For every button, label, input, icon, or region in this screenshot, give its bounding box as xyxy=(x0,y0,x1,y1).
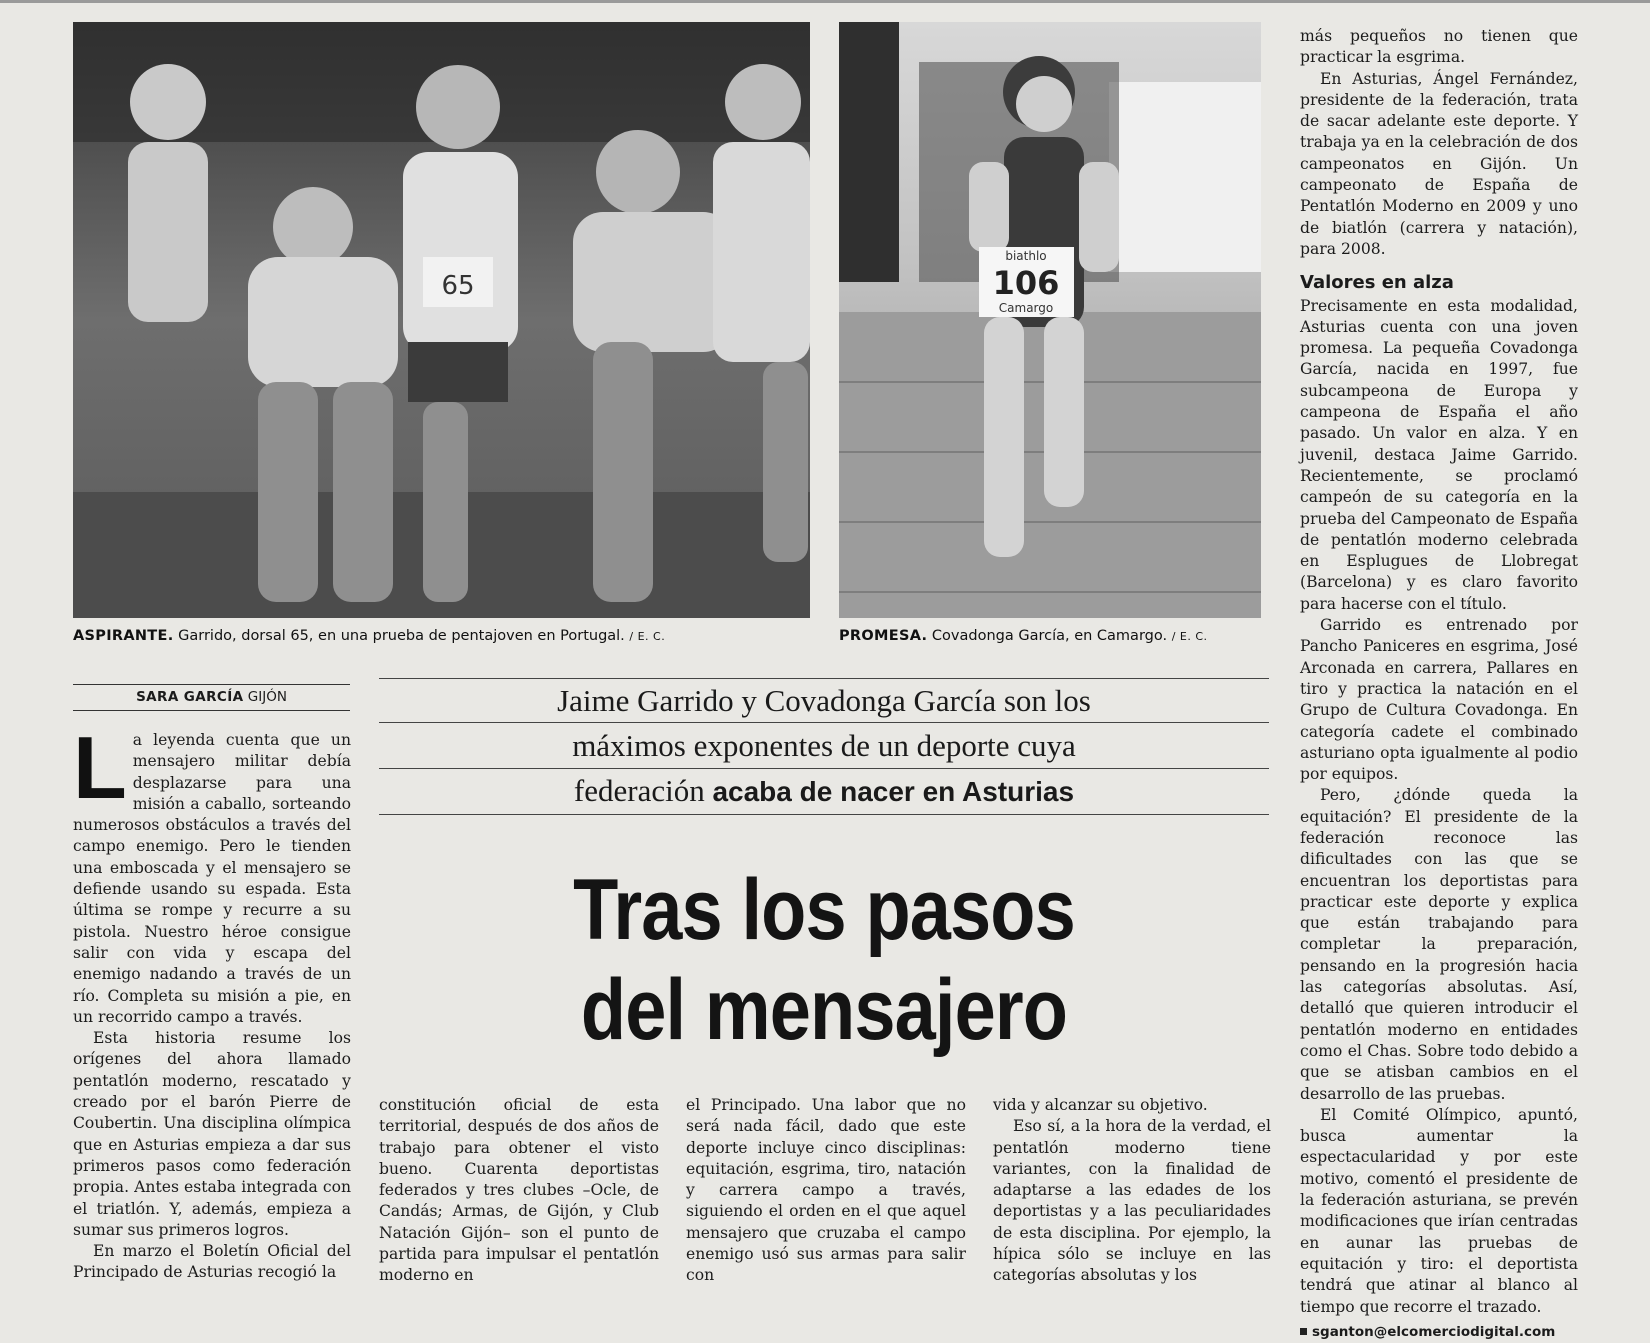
deck-line-3-plain: federación xyxy=(573,773,713,808)
caption-aspirante xyxy=(73,628,665,644)
photo-credit: / E. C. xyxy=(629,630,666,643)
byline-rule xyxy=(73,710,350,711)
body-column-2 xyxy=(379,1095,659,1287)
headline xyxy=(441,860,1206,1060)
paragraph: En Asturias, Ángel Fernández, presidente de la federación, trata de sacar adelante este deporte. Y trabaja ya en la celebración de dos campeonatos en Gijón. Un campeonato de España de Pentatlón Moderno en 2009 y uno de biatlón (carrera y natación), para 2008. xyxy=(1300,69,1578,258)
body-column-1 xyxy=(73,718,351,1284)
article-deck xyxy=(379,678,1269,814)
paragraph: constitución oficial de esta territorial, después de dos años de trabajo para obtener el visto bueno. Cuarenta deportistas federados y tres clubes –Ocle, de Candás; Armas, de Gijón, y Club Natación Gijón– son el punto de partida para impulsar el pentatlón moderno en xyxy=(379,1096,659,1285)
paragraph: vida y alcanzar su objetivo. xyxy=(993,1096,1208,1114)
caption-label: PROMESA. xyxy=(839,628,928,644)
page-top-rule xyxy=(0,0,1650,3)
paragraph: Garrido es entrenado por Pancho Paniceres en esgrima, José Arconada en carrera, Pallares en tiro y practica la natación en el Grupo de Cultura Covadonga. En categoría cadete el combinado asturiano opta igualmente al podio por equipos. xyxy=(1300,616,1578,784)
body-column-5 xyxy=(1300,26,1578,1343)
subhead: Valores en alza xyxy=(1300,272,1454,294)
caption-text: Garrido, dorsal 65, en una prueba de pentajoven en Portugal. xyxy=(173,628,630,644)
author-email-text: sganton@elcomerciodigital.com xyxy=(1312,1323,1556,1340)
author-email xyxy=(1300,1322,1578,1343)
paragraph: Precisamente en esta modalidad, Asturias cuenta con una joven promesa. La pequeña Covadonga García, nacida en 1997, fue subcampeona de Europa y campeona de España el año pasado. Un valor en alza. Y en juvenil, destaca Jaime Garrido. Recientemente, se proclamó campeón de su categoría en la prueba del Campeonato de España de pentatlón moderno celebrada en Esplugues de Llobregat (Barcelona) y es claro favorito para hacerse con el título. xyxy=(1300,296,1578,613)
paragraph: En marzo el Boletín Oficial del Principado de Asturias recogió la xyxy=(73,1242,351,1282)
photo-credit: / E. C. xyxy=(1171,630,1208,643)
byline-city: GIJÓN xyxy=(247,689,287,705)
photo-runner-illustration xyxy=(839,22,1261,618)
paragraph: Esta historia resume los orígenes del ahora llamado pentatlón moderno, rescatado y creado por el barón Pierre de Coubertin. Una disciplina olímpica que en Asturias empieza a dar sus primeros pasos como federación propia. Antes estaba integrada con el triatlón. Y, además, empieza a sumar sus primeros logros. xyxy=(73,1029,351,1239)
dropcap: L xyxy=(73,718,127,817)
photo-runners-illustration xyxy=(73,22,810,618)
byline xyxy=(73,684,350,705)
bib-65: 65 xyxy=(441,271,475,301)
bib-top-text: biathlo xyxy=(1005,249,1047,263)
paragraph: Pero, ¿dónde queda la equitación? El presidente de la federación reconoce las dificultades con las que se encuentran los deportistas para practicar este deporte y explica que están trabajando para completar la preparación, pensando en la progresión hacia las categorías absolutas. Así, detalló que quieren introducir el pentatlón moderno en entidades como el Chas. Sobre todo debido a que se atisban cambios en el desarrollo de las pruebas. xyxy=(1300,786,1578,1103)
deck-line-3-bold: acaba de nacer en Asturias xyxy=(712,776,1075,807)
headline-line-1: Tras los pasos xyxy=(573,862,1075,958)
body-column-3 xyxy=(686,1095,966,1287)
paragraph xyxy=(73,718,351,1028)
body-column-4 xyxy=(993,1095,1271,1287)
caption-label: ASPIRANTE. xyxy=(73,628,174,644)
byline-author: SARA GARCÍA xyxy=(136,689,244,705)
deck-line-2: máximos exponentes de un deporte cuya xyxy=(572,728,1076,763)
deck-bottom-rule xyxy=(379,814,1269,815)
paragraph: más pequeños no tienen que practicar la esgrima. xyxy=(1300,27,1578,67)
paragraph-text: a leyenda cuenta que un mensajero militar debía desplazarse para una misión a caballo, sorteando numerosos obstáculos a través del campo enemigo. Pero le tienden una emboscada y el mensajero se defiende usando su espada. Esta última se rompe y recurre a su pistola. Nuestro héroe consigue salir con vida y escapa del enemigo nadando a través de un río. Completa su misión a pie, en un recorrido campo a través. xyxy=(73,731,351,1026)
paragraph: El Comité Olímpico, apuntó, busca aumentar la espectacularidad y por este motivo, comentó el presidente de la federación asturiana, se prevén modificaciones que irían centradas en aunar las pruebas de equitación y tiro: el deportista tendrá que atinar al blanco al tiempo que recorre el trazado. xyxy=(1300,1105,1578,1316)
headline-line-2: del mensajero xyxy=(580,962,1068,1058)
bib-106: 106 xyxy=(992,264,1060,302)
caption-text: Covadonga García, en Camargo. xyxy=(927,628,1172,644)
caption-promesa xyxy=(839,628,1208,644)
bib-bottom-text: Camargo xyxy=(998,301,1054,315)
paragraph: Eso sí, a la hora de la verdad, el pentatlón moderno tiene variantes, con la finalidad de adaptarse a las edades de los deportistas y a las peculiaridades de esta disciplina. Por ejemplo, la hípica sólo se incluye en las categorías absolutas y los xyxy=(993,1117,1271,1285)
square-bullet-icon xyxy=(1300,1328,1307,1335)
deck-line-3 xyxy=(379,768,1269,814)
deck-line-1: Jaime Garrido y Covadonga García son los xyxy=(557,683,1091,718)
photo-promesa xyxy=(839,22,1261,618)
paragraph: el Principado. Una labor que no será nada fácil, dado que este deporte incluye cinco disciplinas: equitación, esgrima, tiro, natación y carrera campo a través, siguiendo el orden en el que aquel mensajero que cruzaba el campo enemigo usó sus armas para salir con xyxy=(686,1096,966,1285)
photo-aspirante xyxy=(73,22,810,618)
